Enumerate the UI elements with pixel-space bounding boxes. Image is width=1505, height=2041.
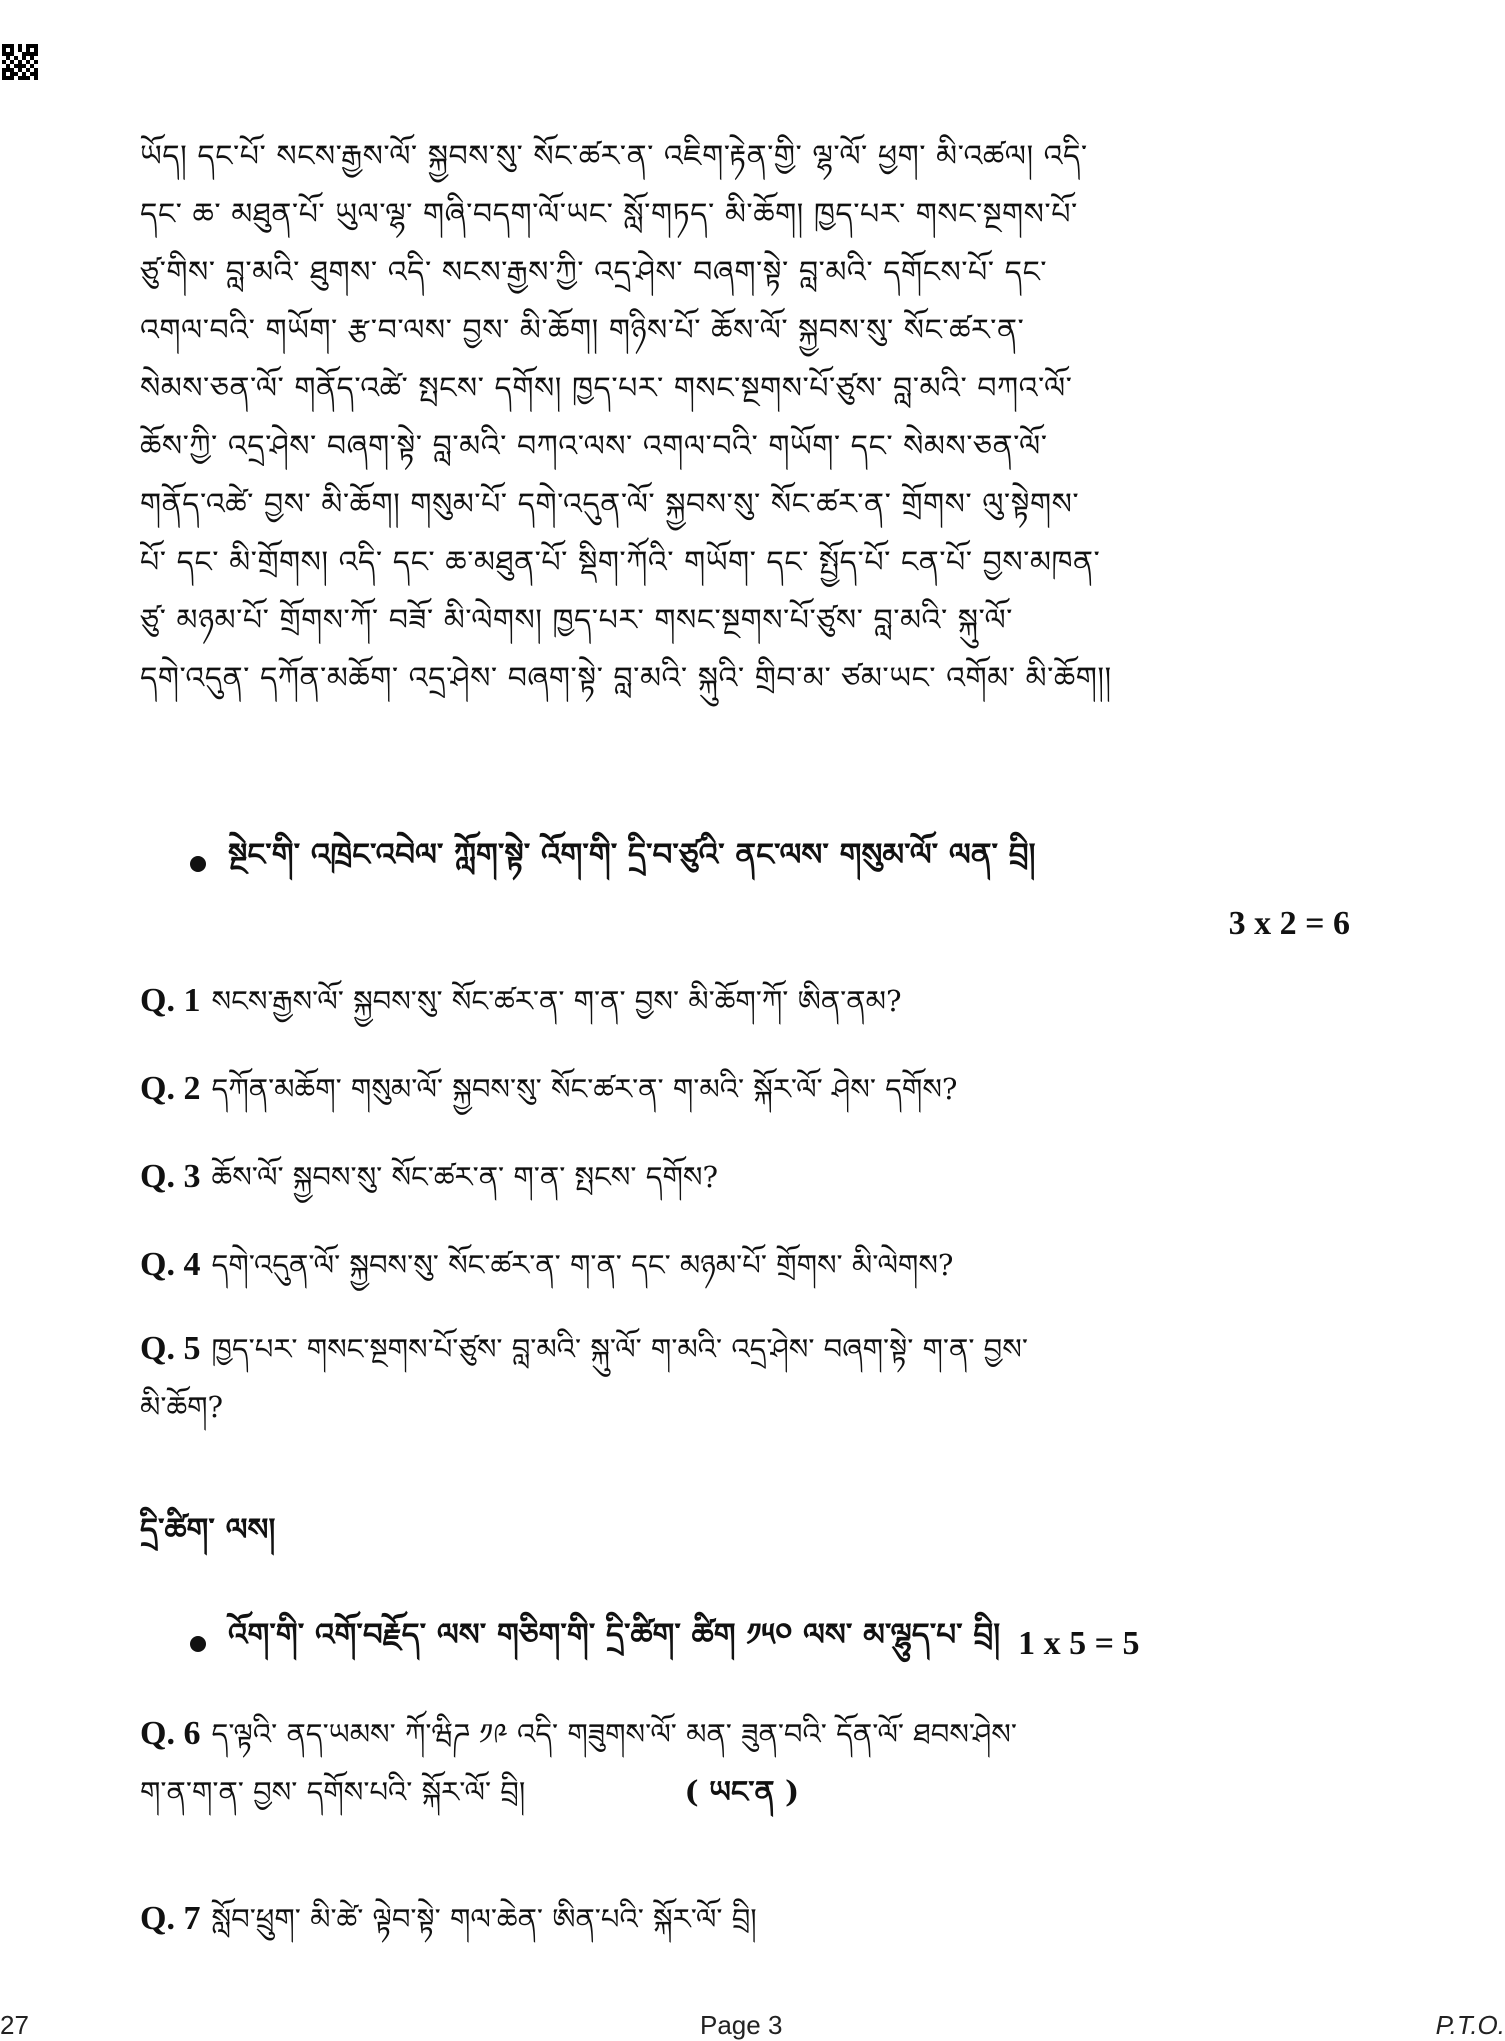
question-text-continued: མི་ཆོག? [140, 1390, 224, 1424]
footer-page-number: Page 3 [700, 2010, 783, 2040]
question-number: Q. 1 [140, 982, 201, 1019]
question-number: Q. 3 [140, 1158, 201, 1195]
footer-pto: P.T.O. [1435, 2010, 1505, 2040]
question-text: དགེ་འདུན་ལོ་ སྐྱབས་སུ་ སོང་ཚར་ན་ ག་ན་ དང་ མཉམ་པོ་ གྲོགས་ མི་ལེགས? [211, 1248, 954, 1282]
passage-line: སེམས་ཅན་ལོ་ གནོད་འཚེ་ སྤངས་ དགོས། ཁྱད་པར་ གསང་སྔགས་པོ་ཙུས་ བླ་མའི་ བཀའ་ལོ་ [140, 371, 1073, 406]
question-text: ད་ལྟའི་ ནད་ཡམས་ ཀོ་ཝིཌ ༡༩ འདི་ གཟུགས་ལོ་ མན་ ཟུན་བའི་ དོན་ལོ་ ཐབས་ཤེས་ [211, 1717, 1017, 1751]
question-text-continued [140, 1763, 1390, 1822]
qr-code-icon [2, 44, 38, 80]
passage-line: འགལ་བའི་ གཡོག་ རྩ་བ་ལས་ བྱས་ མི་ཆོག། གཉིས་པོ་ ཆོས་ལོ་ སྐྱབས་སུ་ སོང་ཚར་ན་ [140, 313, 1025, 348]
instruction-text: སྔེང་གི་ འཁྲེང་འབེལ་ ཀློག་སྟེ་ འོག་གི་ དྲི་བ་ཙུའི་ ནང་ལས་ གསུམ་ལོ་ ལན་ བྲི། [228, 837, 1036, 873]
or-label: ( ཡང་ན ) [684, 1775, 800, 1810]
footer-code: 27 [0, 2010, 29, 2040]
passage-line: ཆོས་ཀྱི་ འདྲ་ཤེས་ བཞག་སྟེ་ བླ་མའི་ བཀའ་ལས་ འགལ་བའི་ གཡོག་ དང་ སེམས་ཅན་ལོ་ [140, 429, 1048, 464]
passage-paragraph [140, 128, 1380, 708]
question-text: སངས་རྒྱས་ལོ་ སྐྱབས་སུ་ སོང་ཚར་ན་ ག་ན་ བྱས་ མི་ཆོག་ཀོ་ ཨིན་ནམ? [211, 984, 902, 1018]
question-text: དཀོན་མཆོག་ གསུམ་ལོ་ སྐྱབས་སུ་ སོང་ཚར་ན་ ག་མའི་ སྐོར་ལོ་ ཤེས་ དགོས? [211, 1072, 958, 1106]
question-1 [140, 972, 1390, 1030]
bullet-icon [190, 1636, 206, 1652]
passage-line: གནོད་འཚེ་ བྱས་ མི་ཆོག། གསུམ་པོ་ དགེ་འདུན་ལོ་ སྐྱབས་སུ་ སོང་ཚར་ན་ གྲོགས་ ལུ་སྟེགས་ [140, 487, 1080, 522]
bullet-icon [190, 856, 206, 872]
passage-line: ཙུ་གིས་ བླ་མའི་ ཐུགས་ འདི་ སངས་རྒྱས་ཀྱི་ འདྲ་ཤེས་ བཞག་སྟེ་ བླ་མའི་ དགོངས་པོ་ དང་ [140, 255, 1048, 290]
passage-line: དགེ་འདུན་ དཀོན་མཆོག་ འདྲ་ཤེས་ བཞག་སྟེ་ བླ་མའི་ སྐུའི་ གྲིབ་མ་ ཙམ་ཡང་ འགོམ་ མི་ཆོག།། [140, 661, 1112, 696]
section1-instruction [190, 820, 1036, 907]
passage-line: ཙུ་ མཉམ་པོ་ གྲོགས་ཀོ་ བཟོ་ མི་ལེགས། ཁྱད་པར་ གསང་སྔགས་པོ་ཙུས་ བླ་མའི་ སྐུ་ལོ་ [140, 603, 1013, 638]
question-number: Q. 7 [140, 1900, 201, 1937]
question-2 [140, 1060, 1390, 1118]
question-text-line: ག་ན་ག་ན་ བྱས་ དགོས་པའི་ སྐོར་ལོ་ བྲི། [140, 1775, 526, 1809]
question-text: སློབ་ཕྲུག་ མི་ཚེ་ ལྟེབ་སྟེ་ གལ་ཆེན་ ཨིན་པའི་ སྐོར་ལོ་ བྲི། [211, 1902, 757, 1936]
instruction-text: འོག་གི་ འགོ་བརྗོད་ ལས་ གཅིག་གི་ དྲི་ཚིག་ ཚིག ༡༥༠ ལས་ མ་ལྷུད་པ་ བྲི། [228, 1617, 1001, 1653]
section2-marks: 1 x 5 = 5 [1018, 1624, 1140, 1662]
passage-line: པོ་ དང་ མི་གྲོགས། འདི་ དང་ ཆ་མཐུན་པོ་ སྡིག་ཀོའི་ གཡོག་ དང་ སྤྱོད་པོ་ ངན་པོ་ བྱས་མཁན་ [140, 545, 1101, 580]
question-number: Q. 5 [140, 1330, 201, 1367]
section2-heading: དྲི་ཚིག་ ལས། [140, 1512, 276, 1548]
question-6 [140, 1705, 1390, 1822]
section2-instruction [190, 1600, 1140, 1687]
question-text: ཁྱད་པར་ གསང་སྔགས་པོ་ཙུས་ བླ་མའི་ སྐུ་ལོ་ ག་མའི་ འདྲ་ཤེས་ བཞག་སྟེ་ ག་ན་ བྱས་ [211, 1332, 1028, 1366]
section1-marks: 3 x 2 = 6 [1228, 905, 1350, 942]
question-7 [140, 1890, 1390, 1948]
question-4 [140, 1236, 1390, 1294]
question-5 [140, 1320, 1390, 1436]
question-3 [140, 1148, 1390, 1206]
question-number: Q. 6 [140, 1715, 201, 1752]
question-number: Q. 4 [140, 1246, 201, 1283]
passage-line: དང་ ཆ་ མཐུན་པོ་ ཡུལ་ལྷ་ གཞི་བདག་ལོ་ཡང་ སློ་གཏད་ མི་ཆོག། ཁྱད་པར་ གསང་སྔགས་པོ་ [140, 197, 1078, 232]
passage-line: ཡོད། དང་པོ་ སངས་རྒྱས་ལོ་ སྐྱབས་སུ་ སོང་ཚར་ན་ འཇིག་རྟེན་གྱི་ ལྷ་ལོ་ ཕྱག་ མི་འཚལ། འདི་ [140, 139, 1088, 174]
question-number: Q. 2 [140, 1070, 201, 1107]
question-text: ཆོས་ལོ་ སྐྱབས་སུ་ སོང་ཚར་ན་ ག་ན་ སྤངས་ དགོས? [211, 1160, 719, 1194]
